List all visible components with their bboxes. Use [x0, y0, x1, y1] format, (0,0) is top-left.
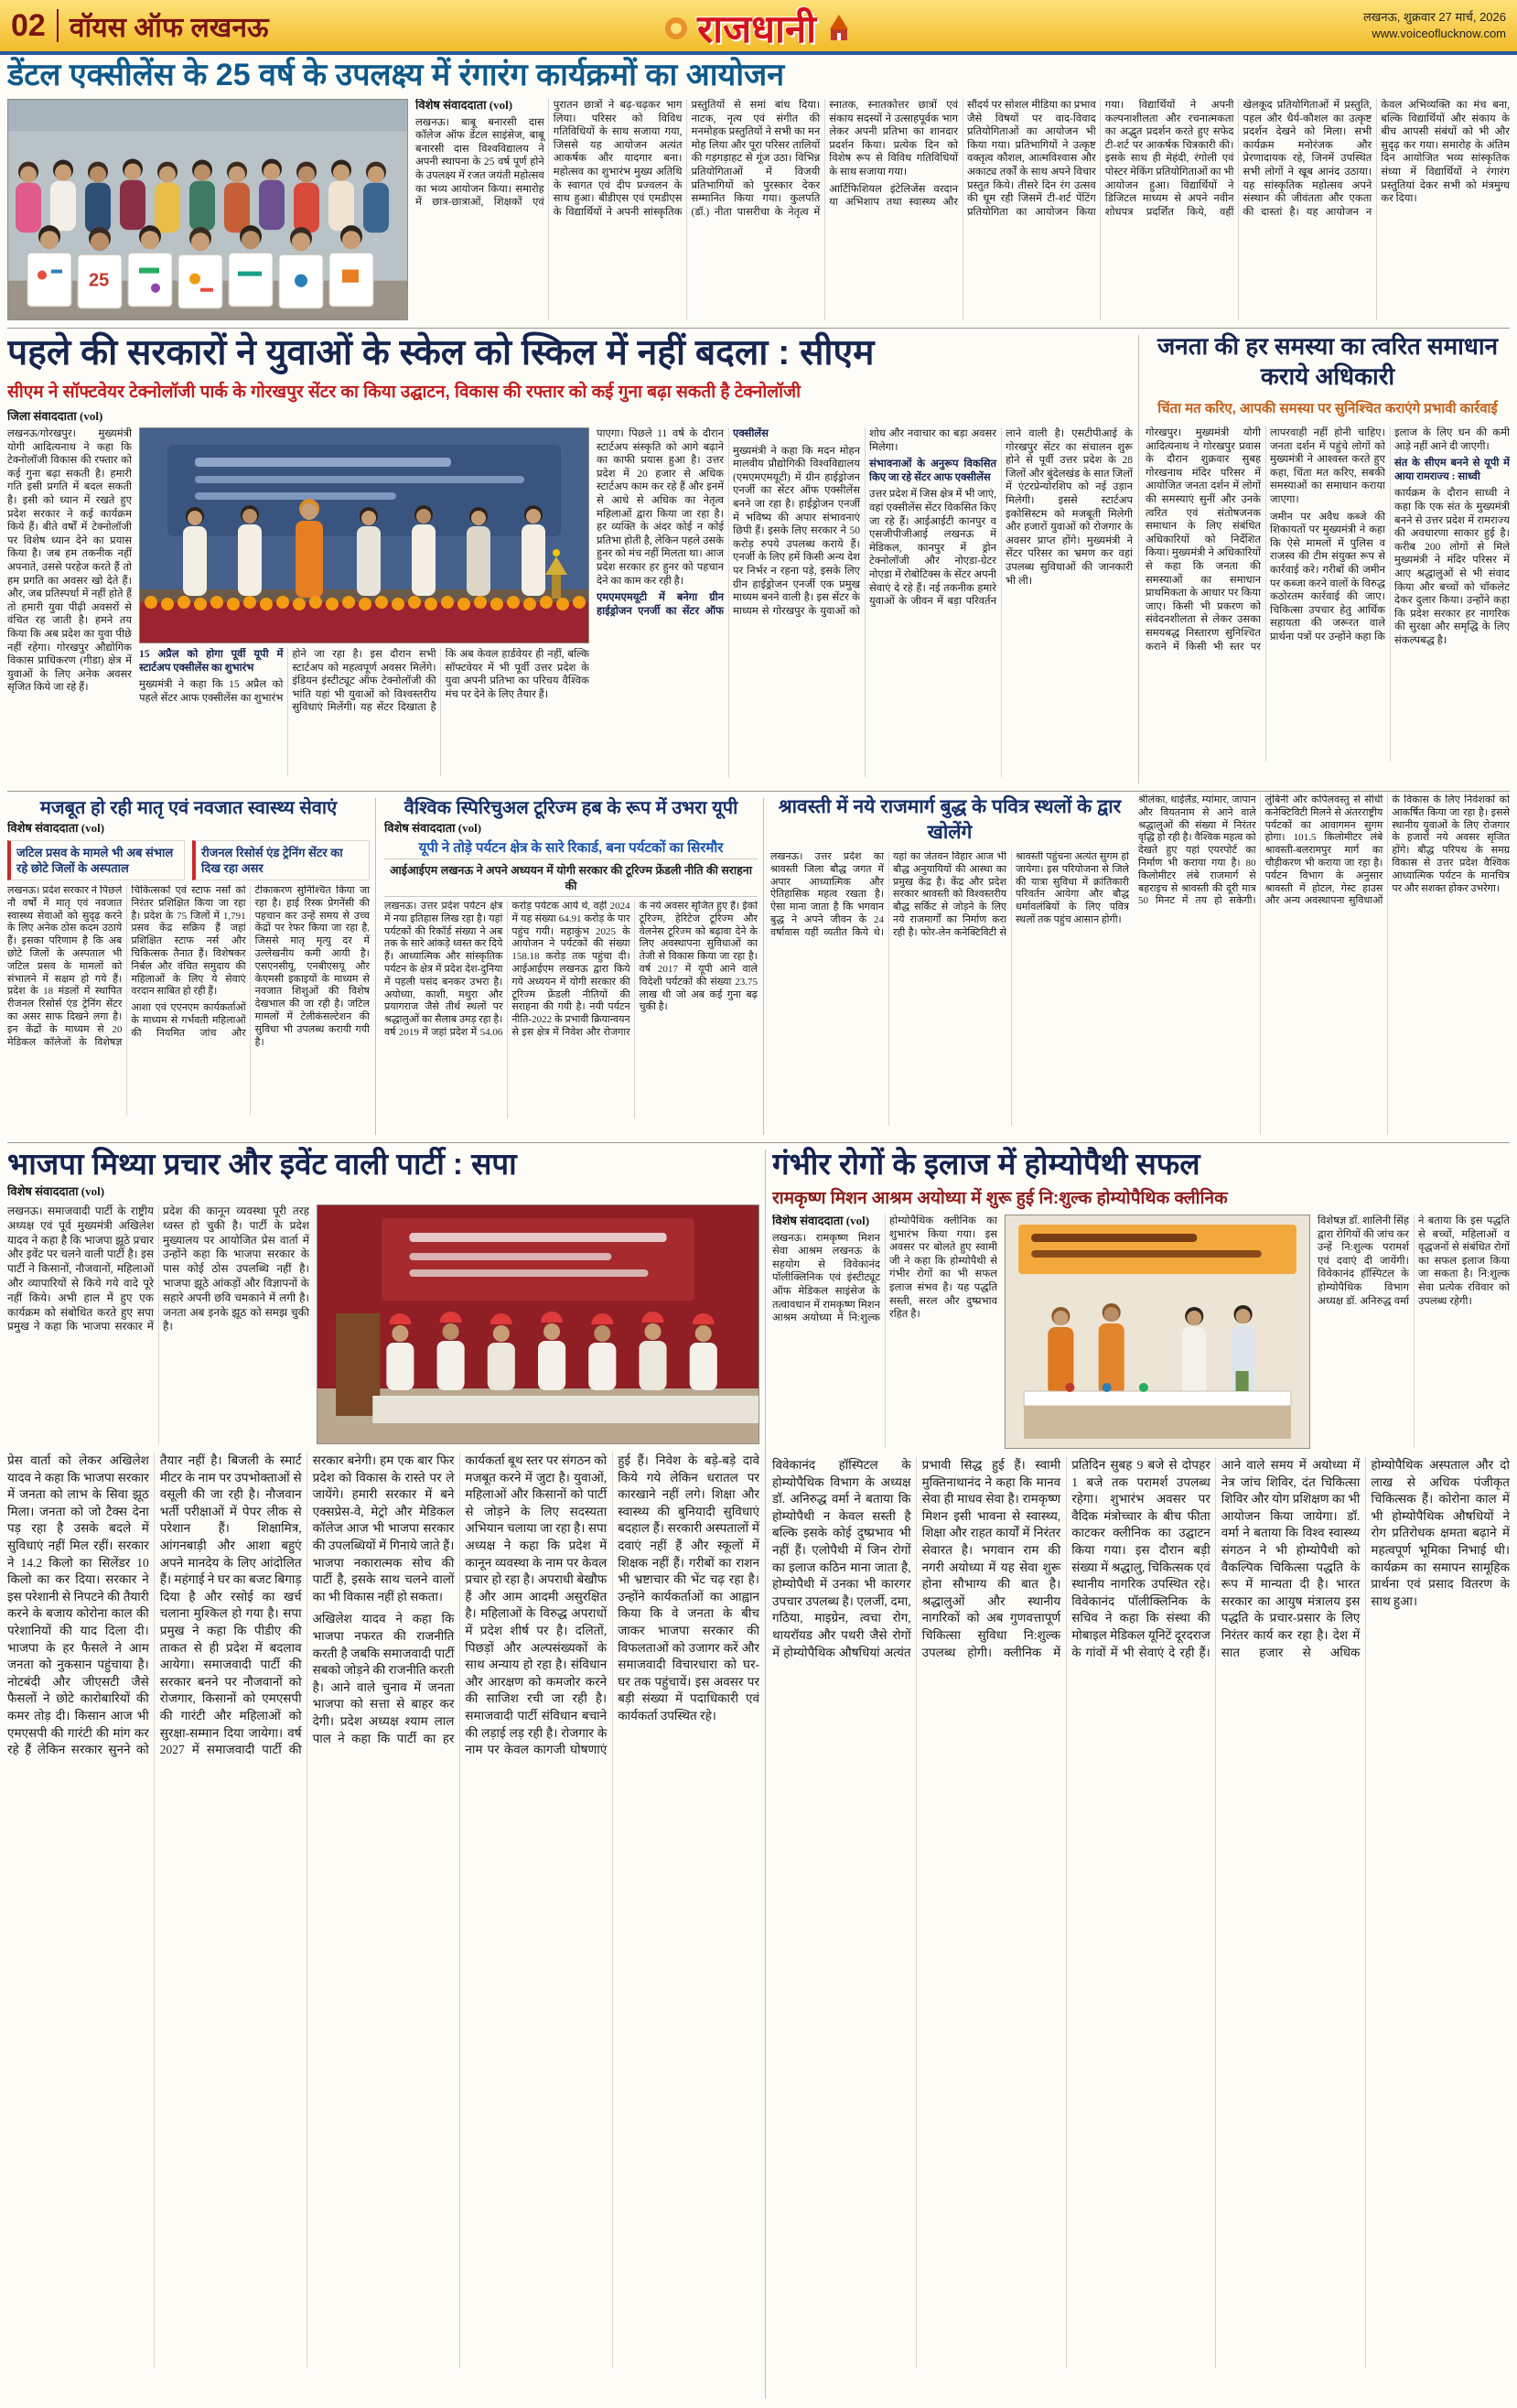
dental-byline: विशेष संवाददाता (vol) — [415, 99, 513, 112]
dental-paragraph: आर्टिफिशियल इंटेलिजेंस वरदान या अभिशाप तथा स्वास्थ्य और सौंदर्य पर सोशल मीडिया का प्रभाव जैसे विषयों पर वाद-विवाद प्रतियोगिताओं का आयोजन भी किया गया। प्रतिभागियों ने उत्कृष्ट वक्तृत्व कौशल, आत्मविश्वास और अकाट्य तर्कों के साथ अपने विचार प्रस्तुत किये। तीसरे दिन रंग उत्सव की धूम रही जिसमें टी-शर्ट पेंटिंग प्रतियोगिता का आयोजन किया गया। विद्यार्थियों ने अपनी कल्पनाशीलता और रचनात्मकता का अद्भुत प्रदर्शन करते हुए सफेद टी-शर्ट पर आकर्षक चित्रकारी की। इसके साथ ही मेहंदी, रंगोली एवं पोस्टर मेकिंग प्रतियोगिताओं का भी आयोजन हुआ। विद्यार्थियों ने डिजिटल माध्यम से अपने नवीन शोधपत्र प्रदर्शित किये, वहीं खेलकूद प्रतियोगिताओं में प्रस्तुति, पहल और धैर्य-कौशल का उत्कृष्ट प्रदर्शन देखने को मिला। सभी कार्यक्रम मनोरंजक और प्रेरणादायक रहे, जिनमें उपस्थित सभी लोगों ने खूब आनंद उठाया। यह सांस्कृतिक महोत्सव अपने संस्थान की जीवंतता और एकता की दास्तां है। यह आयोजन न केवल अभिव्यक्ति का मंच बना, बल्कि विद्यार्थियों और संकाय के बीच आपसी संबंधों को भी और सुदृढ़ कर गया। समारोह के अंतिम दिन आयोजित भव्य सांस्कृतिक संध्या में विद्यार्थियों ने रंगारंग प्रस्तुतियां देकर सभी को मंत्रमुग्ध कर दिया। — [829, 100, 1510, 218]
homeo-headline: गंभीर रोगों के इलाज में होम्योपैथी सफल — [772, 1147, 1200, 1181]
dental-headline: डेंटल एक्सीलेंस के 25 वर्ष के उपलक्ष्य में रंगारंग कार्यक्रमों का आयोजन — [7, 58, 785, 92]
section-divider — [7, 328, 1510, 329]
article-homeopathy-clinic — [772, 1146, 1510, 2402]
janta-headline: जनता की हर समस्या का त्वरित समाधान कराये अधिकारी — [1157, 332, 1499, 390]
cm-under-photo-text — [139, 648, 589, 776]
cm-paragraph: मुख्यमंत्री ने कहा कि 15 अप्रैल को पहले सेंटर आफ एक्सीलेंस का शुभारंभ होने जा रहा है। इस दौरान सभी स्टार्टअप को महत्वपूर्ण अवसर मिलेंगे। इंडियन इंस्टीट्यूट ऑफ टेक्नोलॉजी की भांति यहां भी युवाओं को विश्वस्तरीय सुविधाएं मिलेंगी। यह सेंटर दिखाता है कि अब केवल हार्डवेयर ही नहीं, बल्कि सॉफ्टवेयर में भी पूर्वी उत्तर प्रदेश के युवा अपनी प्रतिभा का परिचय वैश्विक मंच पर देने के लिए तैयार हैं। — [139, 649, 589, 714]
janta-subhead: संत के सीएम बनने से यूपी में आया रामराज्य : साध्वी — [1394, 458, 1510, 482]
sapa-body — [7, 1452, 759, 2368]
homeo-side-columns — [1318, 1215, 1510, 1449]
column-divider — [375, 798, 376, 1135]
matru-highlight-box-2: रीजनल रिसोर्स एंड ट्रेनिंग सेंटर का दिख रहा असर — [192, 840, 370, 880]
shravasti-right-half — [1138, 794, 1510, 1139]
homeo-paragraph: विवेकानंद हॉस्पिटल के होम्योपैथिक विभाग के अध्यक्ष डॉ. अनिरुद्ध वर्मा ने बताया कि होम्योपैथी न केवल सस्ती है बल्कि इसके कोई दुष्प्रभाव भी नहीं हैं। एलोपैथी में जिन रोगों का इलाज कठिन माना जाता है, होम्योपैथी में उनका भी कारगर उपचार उपलब्ध है। एलर्जी, दमा, गठिया, माइग्रेन, त्वचा रोग, थायरॉयड और पथरी जैसे रोगों में होम्योपैथिक औषधियां अत्यंत प्रभावी सिद्ध हुई हैं। स्वामी मुक्तिनाथानंद ने कहा कि मानव सेवा ही माधव सेवा है। रामकृष्ण मिशन इसी भावना से स्वास्थ्य, शिक्षा और राहत कार्यों में निरंतर सेवारत है। भगवान राम की नगरी अयोध्या में यह सेवा शुरू होना सौभाग्य की बात है। श्रद्धालुओं और स्थानीय नागरिकों को अब गुणवत्तापूर्ण चिकित्सा सुविधा नि:शुल्क उपलब्ध होगी। क्लीनिक में प्रतिदिन सुबह 9 बजे से दोपहर 1 बजे तक परामर्श उपलब्ध रहेगा। शुभारंभ अवसर पर वैदिक मंत्रोच्चार के बीच फीता काटकर क्लीनिक का उद्घाटन किया गया। इस दौरान बड़ी संख्या में श्रद्धालु, चिकित्सक एवं स्थानीय नागरिक उपस्थित रहे। विवेकानंद पॉलीक्लिनिक के सचिव ने कहा कि संस्था की मोबाइल मेडिकल यूनिटें दूरदराज के गांवों में भी सेवाएं दे रही हैं। आने वाले समय में अयोध्या में नेत्र जांच शिविर, दंत चिकित्सा शिविर और योग प्रशिक्षण का भी आयोजन किया जायेगा। डॉ. वर्मा ने बताया कि विश्व स्वास्थ्य संगठन ने भी होम्योपैथी को वैकल्पिक चिकित्सा पद्धति के रूप में मान्यता दी है। भारत सरकार का आयुष मंत्रालय इस पद्धति के प्रचार-प्रसार के लिए निरंतर कार्य कर रहा है। देश में सात हजार से अधिक होम्योपैथिक अस्पताल और दो लाख से अधिक पंजीकृत चिकित्सक हैं। कोरोना काल में भी होम्योपैथिक औषधियों ने रोग प्रतिरोधक क्षमता बढ़ाने में महत्वपूर्ण भूमिका निभाई थी। कार्यक्रम का समापन सामूहिक प्रार्थना एवं प्रसाद वितरण के साथ हुआ। — [772, 1458, 1510, 1659]
homeo-subheadline: रामकृष्ण मिशन आश्रम अयोध्या में शुरू हुई नि:शुल्क होम्योपैथिक क्लीनिक — [772, 1189, 1228, 1208]
plant — [1236, 1371, 1249, 1391]
article-sapa-press — [7, 1146, 759, 2402]
tourism-subhead-2: आईआईएम लखनऊ ने अपने अध्ययन में योगी सरकार की टूरिज्म फ्रेंडली नीति की सराहना की — [384, 858, 758, 897]
janta-highlight: चिंता मत करिए, आपकी समस्या पर सुनिश्चित कराएंगे प्रभावी कार्रवाई — [1157, 401, 1498, 416]
matru-body — [7, 885, 370, 1116]
tourism-paragraph: लखनऊ। उत्तर प्रदेश पर्यटन क्षेत्र में नया इतिहास लिख रहा है। यहां पर्यटकों की रिकॉर्ड संख्या ने अब तक के सारे आंकड़े ध्वस्त कर दिये हैं। आध्यात्मिक और सांस्कृतिक पर्यटन के क्षेत्र में प्रदेश देश-दुनिया में पहली पसंद बनकर उभरा है। अयोध्या, काशी, मथुरा और प्रयागराज जैसे तीर्थ स्थलों पर श्रद्धालुओं का सैलाब उमड़ रहा है। वर्ष 2019 में जहां प्रदेश में 54.06 करोड़ पर्यटक आये थे, वहीं 2024 में यह संख्या 64.91 करोड़ के पार पहुंच गयी। महाकुंभ 2025 के आयोजन ने पर्यटकों की संख्या 158.18 करोड़ तक पहुंचा दी। आईआईएम लखनऊ द्वारा किये गये अध्ययन में योगी सरकार की टूरिज्म फ्रेंडली नीतियों की सराहना की गयी है। नयी पर्यटन नीति-2022 के प्रभावी क्रियान्वयन से इस क्षेत्र में निवेश और रोजगार के नये अवसर सृजित हुए हैं। ईको टूरिज्म, हेरिटेज टूरिज्म और वेलनेस टूरिज्म को बढ़ावा देने के लिए अवस्थापना सुविधाओं का तेजी से विकास किया जा रहा है। वर्ष 2017 में यूपी आने वाले विदेशी पर्यटकों की संख्या 23.75 लाख थी जो अब कई गुना बढ़ चुकी है। — [384, 901, 758, 1038]
article-spiritual-tourism — [384, 794, 758, 1139]
shravasti-paragraph: लखनऊ। उत्तर प्रदेश का श्रावस्ती जिला बौद्ध जगत में अपार आध्यात्मिक और ऐतिहासिक महत्व रखता है। ऐसा माना जाता है कि भगवान बुद्ध ने अपने जीवन के 24 वर्षावास यहीं व्यतीत किये थे। यहां का जेतवन विहार आज भी बौद्ध अनुयायियों की आस्था का प्रमुख केंद्र है। केंद्र और प्रदेश सरकार श्रावस्ती को विश्वस्तरीय बौद्ध सर्किट से जोड़ने के लिए नये राजमार्गों का निर्माण करा रही है। फोर-लेन कनेक्टिविटी से श्रावस्ती पहुंचना अत्यंत सुगम हो जायेगा। इस परियोजना से जिले की यात्रा सुविधा में क्रांतिकारी परिवर्तन आयेगा और बौद्ध धर्मावलंबियों के लिए पवित्र स्थलों तक पहुंच आसान होगी। — [770, 851, 1129, 938]
dateline — [1363, 9, 1517, 41]
article-janta-darshan — [1146, 331, 1510, 787]
sapa-paragraph: प्रेस वार्ता को लेकर अखिलेश यादव ने कहा कि भाजपा सरकार में जनता को लाभ के सिवा झूठ मिला। जनता को जो टैक्स देना पड़ रहा है उसके बदले में सुविधाएं नहीं मिल रहीं। सरकार ने 14.2 किलो का सिलेंडर 10 किलो का कर दिया। सरकार ने इस परेशानी से निपटने की तैयारी करने के बजाय कोरोना काल की परेशानियों की याद दिला दी। भाजपा के हर फैसले ने आम जनता को नुकसान पहुंचाया है। नोटबंदी और जीएसटी जैसे फैसलों ने छोटे कारोबारियों की कमर तोड़ दी। किसान आज भी एमएसपी की गारंटी की मांग कर रहे हैं लेकिन सरकार सुनने को तैयार नहीं है। बिजली के स्मार्ट मीटर के नाम पर उपभोक्ताओं से वसूली की जा रही है। नौजवान भर्ती परीक्षाओं में पेपर लीक से परेशान हैं। शिक्षामित्र, आंगनबाड़ी और आशा बहुएं अपने मानदेय के लिए आंदोलित हैं। महंगाई ने घर का बजट बिगाड़ दिया है और रसोई का खर्च चलाना मुश्किल हो गया है। सपा प्रमुख ने कहा कि पीडीए की ताकत से ही प्रदेश में बदलाव आयेगा। समाजवादी पार्टी की सरकार बनने पर नौजवानों को रोजगार, किसानों को एमएसपी की गारंटी और महिलाओं को सुरक्षा-सम्मान दिया जायेगा। वर्ष 2027 में समाजवादी पार्टी की सरकार बनेगी। हम एक बार फिर प्रदेश को विकास के रास्ते पर ले जायेंगे। हमारी सरकार में बने एक्सप्रेस-वे, मेट्रो और मेडिकल कॉलेज आज भी भाजपा सरकार की उपलब्धियों में गिनाये जाते हैं। भाजपा नकारात्मक सोच की पार्टी है, इसके साथ चलने वालों का भी विकास नहीं हो सकता। — [7, 1453, 455, 1757]
homeo-clinic-photo-art — [1006, 1215, 1309, 1448]
sapa-paragraph: लखनऊ। समाजवादी पार्टी के राष्ट्रीय अध्यक्ष एवं पूर्व मुख्यमंत्री अखिलेश यादव ने कहा है कि भाजपा झूठे प्रचार और इवेंट पर चलने वाली पार्टी है। इस पार्टी ने किसानों, नौजवानों, महिलाओं और व्यापारियों से किये गये वादे पूरे नहीं किये। अभी हाल में हुए एक कार्यक्रम को संबोधित करते हुए सपा प्रमुख ने कहा कि भाजपा सरकार में प्रदेश की कानून व्यवस्था पूरी तरह ध्वस्त हो चुकी है। पार्टी के प्रदेश मुख्यालय पर आयोजित प्रेस वार्ता में उन्होंने कहा कि भाजपा सरकार के पास कोई ठोस उपलब्धि नहीं है। भाजपा झूठे आंकड़ों और विज्ञापनों के सहारे अपनी छवि चमकाने में लगी है। जनता अब इनके झूठ को समझ चुकी है। — [7, 1204, 309, 1334]
homeo-clinic-photo — [1005, 1215, 1310, 1449]
homeo-byline: विशेष संवाददाता (vol) — [772, 1215, 870, 1227]
matru-paragraph: आशा एवं एएनएम कार्यकर्ताओं के माध्यम से गर्भवती महिलाओं की नियमित जांच और टीकाकरण सुनिश्चित किया जा रहा है। हाई रिस्क प्रेगनेंसी की पहचान कर उन्हें समय से उच्च केंद्रों पर रेफर किया जा रहा है, जिससे मातृ मृत्यु दर में उल्लेखनीय कमी आयी है। एसएनसीयू, एनबीएसयू और केएमसी इकाइयों के माध्यम से नवजात शिशुओं की विशेष देखभाल की जा रही है। जटिल मामलों में टेलीकंसल्टेशन की सुविधा भी उपलब्ध करायी गयी है। — [131, 885, 370, 1048]
paper-name: वॉयस ऑफ लखनऊ — [69, 12, 269, 43]
dental-group-photo-art — [8, 100, 407, 319]
homeo-paragraph: विशेषज्ञ डॉ. शालिनी सिंह द्वारा रोगियों की जांच कर उन्हें नि:शुल्क परामर्श एवं दवाएं दी जायेंगी। विवेकानंद हॉस्पिटल के होम्योपैथिक विभाग अध्यक्ष डॉ. अनिरुद्ध वर्मा ने बताया कि इस पद्धति से बच्चों, महिलाओं व वृद्धजनों से संबंधित रोगों का सफल इलाज किया जा सकता है। नि:शुल्क सेवा प्रत्येक रविवार को उपलब्ध रहेगी। — [1318, 1215, 1510, 1307]
janta-body — [1146, 427, 1510, 761]
cm-inauguration-photo — [139, 427, 589, 643]
cm-right-columns — [597, 427, 1133, 777]
tourism-byline: विशेष संवाददाता (vol) — [384, 821, 482, 835]
janta-paragraph: गोरखपुर। मुख्यमंत्री योगी आदित्यनाथ ने गोरखपुर प्रवास के दौरान शुक्रवार सुबह गोरखनाथ मंदिर परिसर में आयोजित जनता दर्शन में लोगों की समस्याएं सुनीं और उनके त्वरित एवं संतोषजनक समाधान के लिए संबंधित अधिकारियों को निर्देशित किया। मुख्यमंत्री ने अधिकारियों से कहा कि जनता की समस्याओं का समाधान प्राथमिकता के आधार पर किया जाए। किसी भी प्रकरण को संवेदनशीलता से लेकर उसका समयबद्ध निस्तारण सुनिश्चित कराने में किसी भी स्तर पर लापरवाही नहीं होनी चाहिए। जनता दर्शन में पहुंचे लोगों को मुख्यमंत्री ने आश्वस्त करते हुए कहा, चिंता मत करिए, सबकी समस्याओं का समाधान कराया जाएगा। — [1146, 427, 1385, 653]
shravasti-body-left — [770, 851, 1129, 1126]
article-cm-skill — [7, 331, 1133, 787]
cm-byline: जिला संवाददाता (vol) — [7, 409, 103, 423]
shravasti-paragraph: श्रीलंका, थाईलैंड, म्यांमार, जापान और वियतनाम से आने वाले श्रद्धालुओं की संख्या में निरंतर वृद्धि हो रही है। वैश्विक महत्व को देखते हुए यहां एयरपोर्ट का निर्माण भी कराया गया है। 80 किलोमीटर लंबे राजमार्ग से बहराइच से श्रावस्ती की दूरी मात्र 50 मिनट में तय हो सकेगी। लुंबिनी और कपिलवस्तु से सीधी कनेक्टिविटी मिलने से अंतरराष्ट्रीय पर्यटकों का आवागमन सुगम होगा। 101.5 किलोमीटर लंबे श्रावस्ती-बलरामपुर मार्ग का चौड़ीकरण भी कराया जा रहा है। पर्यटन विभाग के अनुसार श्रावस्ती में होटल, गेस्ट हाउस और अन्य अवस्थापना सुविधाओं के विकास के लिए निवेशकों को आकर्षित किया जा रहा है। इससे स्थानीय युवाओं के लिए रोजगार के हजारों नये अवसर सृजित होंगे। बौद्ध परिपथ के समग्र विकास से उत्तर प्रदेश वैश्विक आध्यात्मिक पर्यटन के मानचित्र पर और सशक्त होकर उभरेगा। — [1138, 794, 1510, 907]
cm-paragraph: लखनऊ/गोरखपुर। मुख्यमंत्री योगी आदित्यनाथ ने कहा कि टेक्नोलॉजी विकास की रफ्तार को कई गुना बढ़ा सकती है। हमारी गति इसी प्रगति में बदल सकती है। इसी को ध्यान में रखते हुए प्रदेश सरकार ने कई कार्यक्रम किये हैं। बीते वर्षों में टेक्नोलॉजी पर विशेष ध्यान देने का प्रयास किया है। जब हम तकनीक नहीं अपनाते, उससे परहेज करते हैं तो हम प्रगति का अवसर खो देते हैं। और, जब प्रतिस्पर्धा में नहीं होते हैं तो हमारी युवा पीढ़ी अवसरों से वंचित रह जाती है। हमने तय किया कि अब प्रदेश का युवा पीछे नहीं रहेगा। गोरखपुर औद्योगिक विकास प्राधिकरण (गीडा) क्षेत्र में युवाओं के लिए अनेक अवसर सृजित किये जा रहे हैं। — [7, 428, 132, 694]
column-divider — [763, 798, 764, 1135]
cm-subhead-hydrogen: एमएमएमयूटी में बनेगा ग्रीन हाईड्रोजन एनर्जी का सेंटर ऑफ एक्सीलेंस — [597, 428, 769, 617]
cm-middle-block — [139, 427, 589, 777]
back-row-people — [16, 159, 389, 233]
cm-photo-subhead: 15 अप्रैल को होगा पूर्वी यूपी में स्टार्टअप एक्सीलेंस का शुभारंभ — [139, 649, 284, 674]
tourism-headline: वैश्विक स्पिरिचुअल टूरिज्म हब के रूप में उभरा यूपी — [403, 798, 738, 818]
dental-paragraph: लखनऊ। बाबू बनारसी दास कॉलेज ऑफ डेंटल साइंसेज, बाबू बनारसी दास विश्वविद्यालय ने अपनी स्थापना के 25 वर्ष पूर्ण होने के उपलक्ष्य में रजत जयंती महोत्सव का भव्य आयोजन किया। समारोह में छात्र-छात्राओं, शिक्षकों एवं पुरातन छात्रों ने बढ़-चढ़कर भाग लिया। परिसर को विविध गतिविधियों के साथ सजाया गया, जिससे यह आयोजन अत्यंत आकर्षक और यादगार बना। महोत्सव का शुभारंभ मुख्य अतिथि के स्वागत एवं दीप प्रज्वलन के साथ हुआ। बीडीएस एवं एमडीएस के विद्यार्थियों ने अपनी सांस्कृतिक प्रस्तुतियों से समां बांध दिया। नाटक, नृत्य एवं संगीत की मनमोहक प्रस्तुतियों ने सभी का मन मोह लिया और पूरा परिसर तालियों की गड़गड़ाहट से गूंज उठा। विभिन्न प्रतियोगिताओं में विजयी प्रतिभागियों को पुरस्कार देकर सम्मानित किया गया। कुलपति (डॉ.) नीता पासरीचा के नेतृत्व में स्नातक, स्नातकोत्तर छात्रों एवं संकाय सदस्यों ने उत्साहपूर्वक भाग लेकर अपनी प्रतिभा का शानदार प्रदर्शन किया। प्रत्येक दिन को विशेष रूप से विविध गतिविधियों के साथ सजाया गया। — [415, 100, 958, 218]
column-divider — [1138, 335, 1139, 783]
sapa-event-photo — [317, 1204, 759, 1444]
masthead-temple-icon — [823, 13, 855, 44]
article-shravasti-highways — [770, 794, 1510, 1139]
dental-body — [415, 99, 1510, 320]
shravasti-headline: श्रावस्ती में नये राजमार्ग बुद्ध के पवित्र स्थलों के द्वार खोलेंगे — [778, 796, 1122, 843]
svg-text:25: 25 — [89, 270, 110, 291]
dental-group-photo — [7, 99, 408, 320]
sapa-event-photo-art — [317, 1205, 758, 1443]
sapa-headline: भाजपा मिथ्या प्रचार और इवेंट वाली पार्टी : सपा — [7, 1147, 517, 1181]
cm-paragraph: मुख्यमंत्री ने कहा कि मदन मोहन मालवीय प्रौद्योगिकी विश्वविद्यालय (एमएमएमयूटी) में ग्रीन हाईड्रोजन एनर्जी का सेंटर ऑफ एक्सीलेंस बनने जा रहा है। हाईड्रोजन एनर्जी में भविष्य की अपार संभावनाएं छिपी हैं। इसके लिए सरकार ने 50 करोड़ रुपये उपलब्ध कराये हैं। एनर्जी के लिए हमें किसी अन्य देश पर निर्भर न रहना पड़े, इसके लिए ग्रीन हाईड्रोजन एनर्जी एक प्रमुख माध्यम बनने वाली है। इस सेंटर के माध्यम से गोरखपुर के युवाओं को शोध और नवाचार का बड़ा अवसर मिलेगा। — [733, 428, 996, 617]
matru-highlight-box-1: जटिल प्रसव के मामले भी अब संभाल रहे छोटे जिलों के अस्पताल — [7, 840, 185, 880]
masthead-bar — [0, 0, 1517, 55]
masthead-ornament-icon — [662, 15, 690, 42]
column-divider — [765, 1150, 766, 2399]
cm-subheadline: सीएम ने सॉफ्टवेयर टेक्नोलॉजी पार्क के गोरखपुर सेंटर का किया उद्घाटन, विकास की रफ्तार को कई गुना बढ़ा सकती है टेक्नोलॉजी — [7, 383, 802, 402]
section-divider — [7, 791, 1510, 792]
date-text: लखनऊ, शुक्रवार 27 मार्च, 2026 — [1362, 10, 1506, 25]
tourism-body — [384, 901, 758, 1118]
homeo-paragraph: लखनऊ। रामकृष्ण मिशन सेवा आश्रम लखनऊ के सहयोग से विवेकानंद पॉलीक्लिनिक एवं इंस्टीट्यूट ऑफ मेडिकल साइंसेज के तत्वावधान में रामकृष्ण मिशन आश्रम अयोध्या में नि:शुल्क होम्योपैथिक क्लीनिक का शुभारंभ किया गया। इस अवसर पर बोलते हुए स्वामी जी ने कहा कि होम्योपैथी से गंभीर रोगों का भी सफल इलाज संभव है। यह पद्धति सस्ती, सरल और दुष्प्रभाव रहित है। — [772, 1215, 997, 1324]
masthead-title: राजधानी — [696, 7, 817, 50]
janta-paragraph: कार्यक्रम के दौरान साध्वी ने कहा कि एक संत के मुख्यमंत्री बनने से उत्तर प्रदेश में रामराज्य की अवधारणा साकार हुई है। करीब 200 लोगों से मिले मुख्यमंत्री ने मंदिर परिसर में आए श्रद्धालुओं से भी संवाद किया और बच्चों को चॉकलेट देकर दुलार किया। उन्होंने कहा कि प्रदेश सरकार हर नागरिक की सुरक्षा और समृद्धि के लिए संकल्पबद्ध है। — [1394, 488, 1510, 646]
cm-inauguration-photo-art — [140, 428, 588, 642]
matru-headline: मजबूत हो रही मातृ एवं नवजात स्वास्थ्य सेवाएं — [39, 798, 338, 818]
cm-headline: पहले की सरकारों ने युवाओं के स्केल को स्किल में नहीं बदला : सीएम — [7, 333, 875, 373]
homeo-body — [772, 1457, 1510, 2368]
page-number: 02 — [11, 7, 46, 43]
shravasti-body-right — [1138, 794, 1510, 1135]
header-divider — [57, 9, 59, 42]
tourism-subhead-1: यूपी ने तोड़े पर्यटन क्षेत्र के सारे रिकार्ड, बना पर्यटकों का सिरमौर — [418, 840, 724, 856]
cm-paragraph: पाएगा। पिछले 11 वर्ष के दौरान स्टार्टअप संस्कृति को आगे बढ़ाने का काफी प्रयास हुआ है। उत्तर प्रदेश में 20 हजार से अधिक स्टार्टअप काम कर रहे हैं और इनमें से आधे से अधिक का नेतृत्व महिलाओं द्वारा किया जा रहा है। हर व्यक्ति के अंदर कोई न कोई प्रतिभा होती है, लेकिन पहले उसके हुनर को मंच नहीं मिलता था। आज प्रदेश सरकार हर हुनर को पहचान देने का काम कर रही है। — [597, 428, 724, 587]
section-divider — [7, 1142, 1510, 1143]
cm-paragraph: उत्तर प्रदेश में जिस क्षेत्र में भी जाएं, वहां एक्सीलेंस सेंटर विकसित किए जा रहे हैं। आईआईटी कानपुर व एसजीपीजीआई लखनऊ में मेडिकल, कानपुर में ड्रोन टेक्नोलॉजी और नोएडा-ग्रेटर नोएडा में रोबोटिक्स के सेंटर अपनी सेवाएं दे रहे हैं। नई तकनीक हमारे युवाओं के जीवन में बड़ा परिवर्तन लाने वाली है। एसटीपीआई के गोरखपुर सेंटर का संचालन शुरू होने से पूर्वी उत्तर प्रदेश के 28 जिलों और बुंदेलखंड के सात जिलों में एंटरप्रेन्योरशिप को नई उड़ान मिलेगी। इससे स्टार्टअप इकोसिस्टम को मजबूती मिलेगी और हजारों युवाओं को रोजगार के अवसर प्राप्त होंगे। मुख्यमंत्री ने सेंटर परिसर का भ्रमण कर वहां उपलब्ध सुविधाओं की जानकारी भी ली। — [869, 428, 1133, 608]
cm-subhead-excellence: संभावनाओं के अनुरूप विकसित किए जा रहे सेंटर आफ एक्सीलेंस — [869, 459, 996, 483]
janta-paragraph: जमीन पर अवैध कब्जे की शिकायतों पर मुख्यमंत्री ने कहा कि ऐसे मामलों में पुलिस व राजस्व की टीम संयुक्त रूप से कार्रवाई करे। गरीबों की जमीन पर कब्जा करने वालों के विरुद्ध कठोरतम कार्रवाई की जाए। चिकित्सा उपचार हेतु आर्थिक सहायता की जरूरत वाले प्रार्थना पत्रों पर उन्होंने कहा कि इलाज के लिए धन की कमी आड़े नहीं आने दी जाएगी। — [1270, 427, 1510, 642]
masthead — [662, 2, 855, 54]
sapa-lead-columns — [7, 1204, 309, 1444]
website-url: www.voiceoflucknow.com — [1372, 27, 1506, 40]
matru-paragraph: लखनऊ। प्रदेश सरकार ने पिछले नौ वर्षों में मातृ एवं नवजात स्वास्थ्य सेवाओं को सुदृढ़ करने के लिए अनेक ठोस कदम उठाये हैं। इसका परिणाम है कि अब छोटे जिलों के अस्पताल भी जटिल प्रसव के मामलों को संभालने में सक्षम हो गये हैं। प्रदेश के 18 मंडलों में स्थापित रीजनल रिसोर्स एंड ट्रेनिंग सेंटर का असर साफ दिखने लगा है। इन केंद्रों के माध्यम से 20 मेडिकल कॉलेजों के विशेषज्ञ चिकित्सकों एवं स्टाफ नर्सों को निरंतर प्रशिक्षित किया जा रहा है। प्रदेश के 75 जिलों में 1,791 प्रसव केंद्र सक्रिय हैं जहां प्रशिक्षित स्टाफ नर्स और चिकित्सक तैनात हैं। विशेषकर निर्बल और वंचित समुदाय की महिलाओं के लिए ये सेवाएं वरदान साबित हो रही हैं। — [7, 885, 246, 1048]
cm-left-column — [7, 427, 132, 777]
article-dental-jubilee — [7, 57, 1510, 324]
sapa-byline: विशेष संवाददाता (vol) — [7, 1184, 105, 1198]
shravasti-left-half — [770, 794, 1129, 1139]
article-maternal-health — [7, 794, 370, 1139]
sapa-paragraph: अखिलेश यादव ने कहा कि भाजपा नफरत की राजनीति करती है जबकि समाजवादी पार्टी सबको जोड़ने की राजनीति करती है। आने वाले चुनाव में जनता भाजपा को सत्ता से बाहर कर देगी। प्रदेश अध्यक्ष श्याम लाल पाल ने कहा कि पार्टी का हर कार्यकर्ता बूथ स्तर पर संगठन को मजबूत करने में जुटा है। युवाओं, महिलाओं और किसानों को पार्टी से जोड़ने के लिए सदस्यता अभियान चलाया जा रहा है। सपा अध्यक्ष ने कहा कि प्रदेश में कानून व्यवस्था के नाम पर केवल प्रचार हो रहा है। अपराधी बेखौफ हैं और आम आदमी असुरक्षित है। महिलाओं के विरुद्ध अपराधों में प्रदेश शीर्ष पर है। दलितों, पिछड़ों और अल्पसंख्यकों के साथ अन्याय हो रहा है। संविधान और आरक्षण को कमजोर करने की साजिश रची जा रही है। समाजवादी पार्टी संविधान बचाने की लड़ाई लड़ रही है। रोजगार के नाम पर केवल कागजी घोषणाएं हुई हैं। निवेश के बड़े-बड़े दावे किये गये लेकिन धरातल पर कारखाने नहीं लगे। शिक्षा और स्वास्थ्य की बुनियादी सुविधाएं बदहाल हैं। सरकारी अस्पतालों में दवाएं नहीं हैं और स्कूलों में शिक्षक नहीं हैं। गरीबों का राशन भी भ्रष्टाचार की भेंट चढ़ रहा है। उन्होंने कार्यकर्ताओं का आह्वान किया कि वे जनता के बीच जाकर भाजपा सरकार की विफलताओं को उजागर करें और समाजवादी विचारधारा को घर-घर तक पहुंचायें। इस अवसर पर बड़ी संख्या में पदाधिकारी एवं कार्यकर्ता उपस्थित रहे। — [312, 1453, 759, 1757]
matru-byline: विशेष संवाददाता (vol) — [7, 821, 105, 835]
homeo-lead-columns — [772, 1215, 997, 1449]
